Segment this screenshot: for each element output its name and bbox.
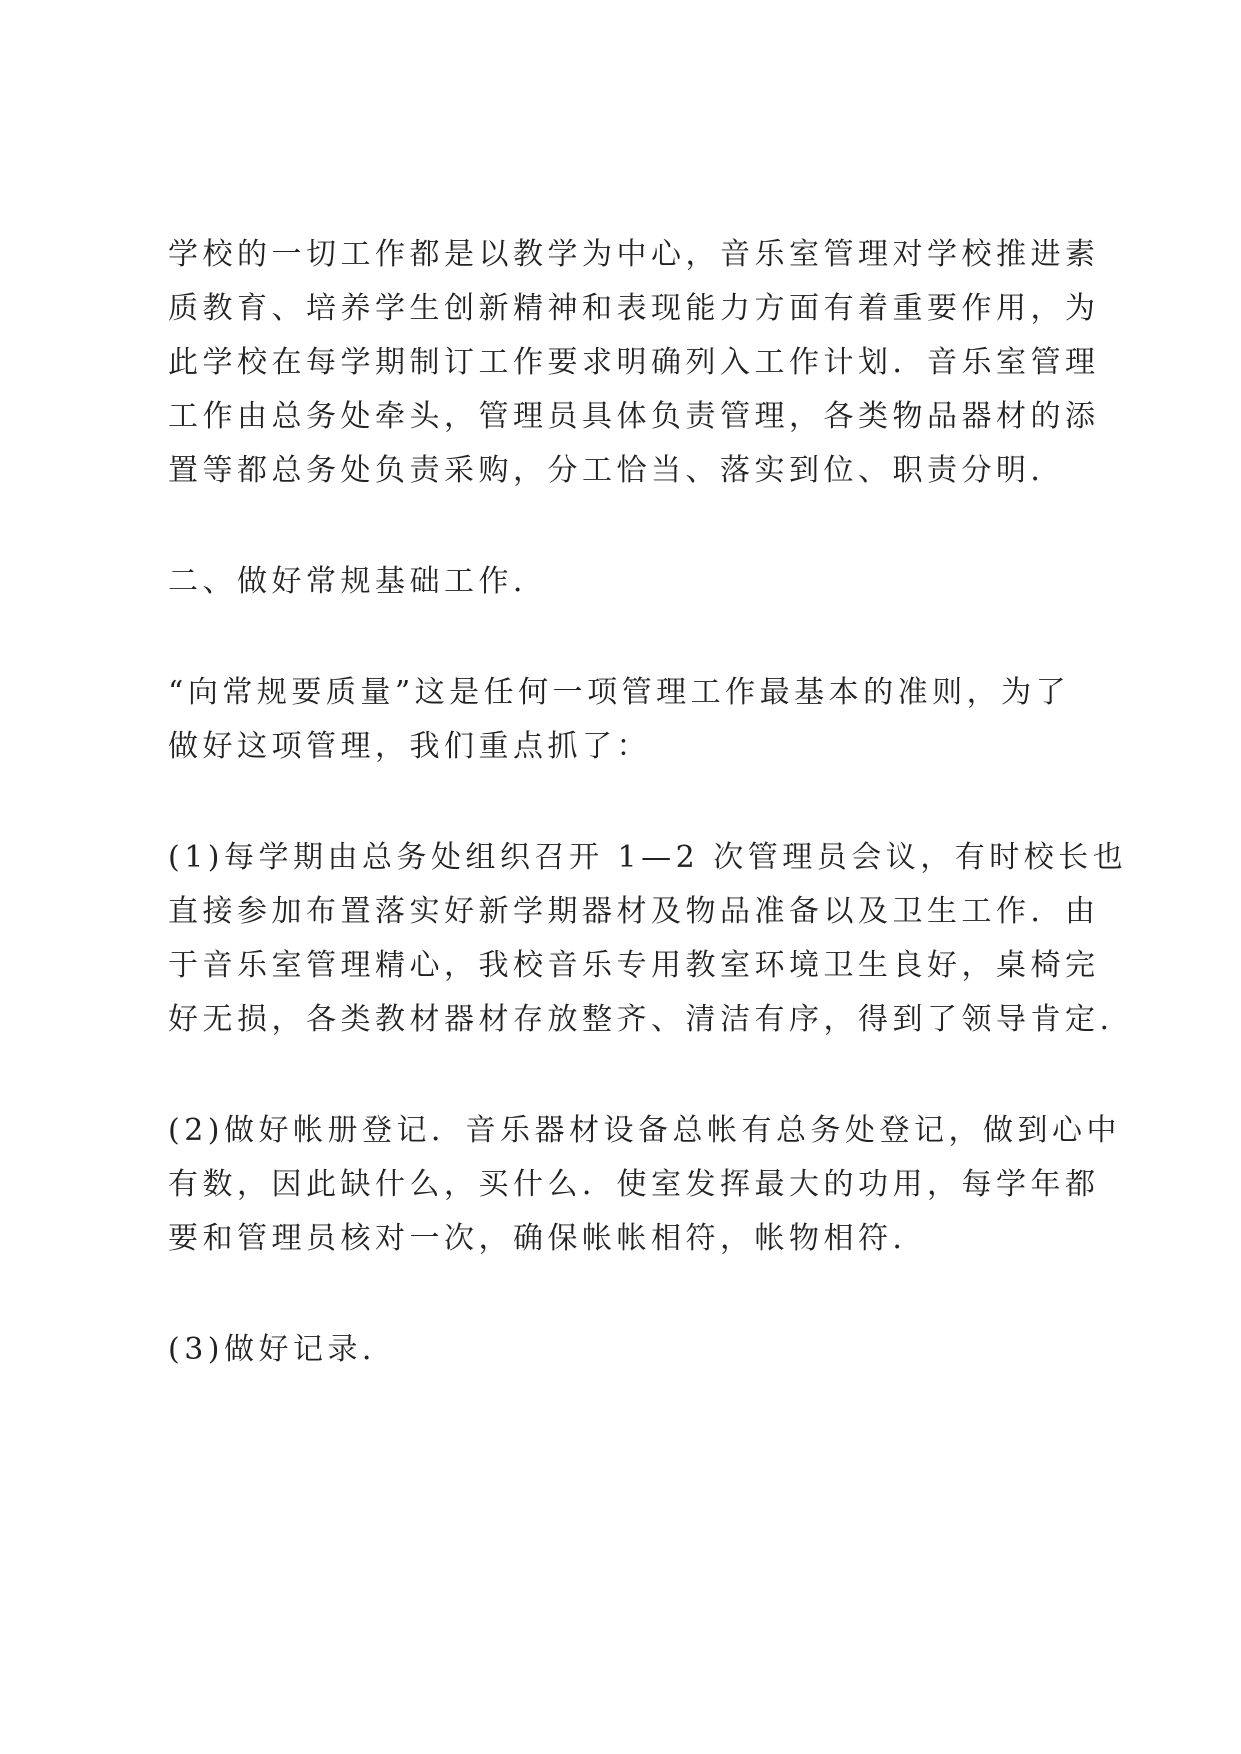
document-page	[168, 228, 1128, 1377]
paragraph-spacer	[168, 1266, 1088, 1323]
paragraph-intro	[168, 228, 1100, 498]
paragraph-item-2	[168, 1104, 1121, 1266]
text-line: (3)做好记录．	[168, 1332, 397, 1367]
text-line: 有数，因此缺什么，买什么．使室发挥最大的功用，每学年都	[168, 1167, 1100, 1202]
text-line: (1)每学期由总务处组织召开 1—2 次管理员会议，有时校长也	[168, 840, 1128, 875]
paragraph-spacer	[168, 1047, 1088, 1104]
text-line: 直接参加布置落实好新学期器材及物品准备以及卫生工作．由	[168, 894, 1100, 929]
text-line: “向常规要质量”这是任何一项管理工作最基本的准则，为了	[168, 675, 1071, 710]
paragraph-item-1	[168, 831, 1128, 1047]
text-line: 质教育、培养学生创新精神和表现能力方面有着重要作用，为	[168, 291, 1100, 326]
paragraph-item-3	[168, 1323, 1088, 1377]
text-line: 工作由总务处牵头，管理员具体负责管理，各类物品器材的添	[168, 399, 1100, 434]
text-line: 好无损，各类教材器材存放整齐、清洁有序，得到了领导肯定.	[168, 1002, 1114, 1037]
text-line: 做好这项管理，我们重点抓了：	[168, 729, 651, 764]
text-line: 置等都总务处负责采购，分工恰当、落实到位、职责分明．	[168, 453, 1065, 488]
text-line: 要和管理员核对一次，确保帐帐相符，帐物相符．	[168, 1221, 927, 1256]
paragraph-spacer	[168, 498, 1088, 555]
text-line: 于音乐室管理精心，我校音乐专用教室环境卫生良好，桌椅完	[168, 948, 1100, 983]
paragraph-spacer	[168, 774, 1088, 831]
text-line: 此学校在每学期制订工作要求明确列入工作计划．音乐室管理	[168, 345, 1100, 380]
paragraph-spacer	[168, 609, 1088, 666]
text-line: 学校的一切工作都是以教学为中心，音乐室管理对学校推进素	[168, 237, 1100, 272]
text-line: (2)做好帐册登记．音乐器材设备总帐有总务处登记，做到心中	[168, 1113, 1121, 1148]
text-line: 二、做好常规基础工作．	[168, 564, 548, 599]
section-heading	[168, 555, 1088, 609]
paragraph-quality	[168, 666, 1088, 774]
